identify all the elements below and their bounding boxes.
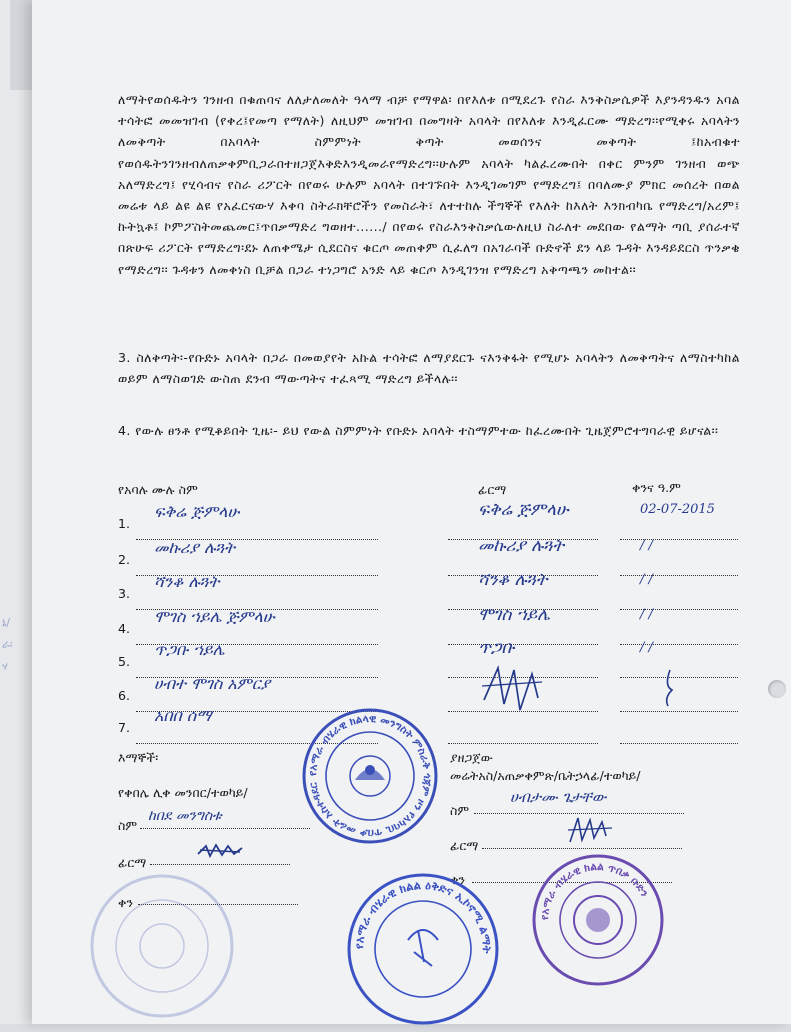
row-number: 4. — [118, 621, 131, 636]
official-stamp-center — [300, 706, 440, 846]
row-number: 5. — [118, 654, 131, 669]
table-row — [118, 570, 738, 610]
member-name-handwriting: ሞገስ ኀይሌ ጅምላሁ — [154, 607, 275, 626]
faded-stamp-left — [88, 872, 236, 1020]
witness-name-label: ስም — [118, 818, 138, 833]
member-name-handwriting: ፍቅሬ ጅምላሁ — [154, 502, 240, 521]
member-signature-scribble — [478, 660, 548, 720]
date-line — [620, 622, 738, 645]
row-number: 2. — [118, 552, 131, 567]
member-signature-handwriting: ጥጋቡ — [478, 638, 515, 658]
date-line — [620, 587, 738, 610]
preparer-name-label: ስም — [450, 803, 470, 818]
date-ditto-mark — [660, 668, 680, 708]
witness-name-handwriting: ከበደ መንግስቱ — [148, 808, 222, 824]
row-number: 6. — [118, 688, 131, 703]
column-header-date: ቀንና ዓ.ም — [632, 480, 681, 495]
member-signature-handwriting: ሞገስ ኀይሌ — [478, 605, 550, 625]
preparer-name-handwriting: ሀብታሙ ጌታቸው — [510, 788, 607, 806]
sign-date-handwriting: / / — [640, 607, 653, 622]
row-number: 1. — [118, 516, 131, 531]
paragraph-obligations: ለማትየወሰዱትን ገንዘብ በቁጠባና ለለታለመለት ዓላማ ብቻ የማዋል፡ በየእለቱ በሚደረጉ የስራ እንቅስቃሴዎች እያንዳንዱን አባል ተሳትፎ መመዝገብ (የቀረ፤የመጣ የማለት) ለዚህም መዝገብ በመግዛት አባላት በየእለቱ እንዲፈርሙ ማድረግ፡፡የሚቀሩ አባላትን ለመቅጣት በአባላት ስምምነት ቅጣት መወሰንና መቅጣት ፤ከአብቁተ የወሰዱትንገንዘብለጠቃቀምቢጋራበተዘጋጀእቅድእንዲመራየማድረግ፡፡ሁሉም አባላት ካልፈረሙበት በቀር ምንም ገንዘብ ወጭ አለማድረግ፤ የሂሳብና የስራ ሪፖርት በየወሩ ሁሉም አባላት በተገኙበት እንዲገመገም የማድረግ፤ በባለሙያ ምክር መሰረት በወል መሬቱ ላይ ልዩ ልዩ የአፈርናውሃ እቀባ ስትራክቸሮችን የመስራት፣ ለተተከሉ ችግኞች የእለት ከእለት እንክብካቤ የማድረግ/አረም፤ ኩትኳቶ፤ ኮምፖስትመጨመር፤ጥበቃማድረ ግወዘተ....../ በየወሩ የስራእንቅስቃሴውለዚህ ስራለተ መደበው የልማት ጣቢ ያሰራተኛ በጽሁፍ ሪፖርት የማድረግ፡ደኑ ለጠቀሜታ ሲደርስና ቁርጦ መጠቀም ሲፈለግ በአገራባች ቡድኖች ደን ላይ ጉዳት እንዳይደርስ ጥንቃቄ የማድረግ፡፡ ጉዳቱን ለመቀነስ ቢቻል በጋራ ተነጋግሮ አንድ ላይ ቁርጦ እንዲገንዝ የማድረግ አቅጣጫን መከተል፡፡ — [118, 92, 740, 277]
witnesses-heading: እማኞች፡ — [118, 750, 159, 765]
punch-hole — [768, 680, 786, 698]
paragraph-validity: 4. የውሉ ፀንቶ የሚቆይበት ጊዜ፡- ይህ የውል ስምምነት የቡድኑ አባላት ተስማምተው ከፈረሙበት ጊዜጀምሮተግባራዊ ይሆናል፡፡ — [118, 423, 719, 438]
signature-line — [448, 721, 598, 744]
member-name-handwriting: ጥጋቡ ኀይሌ — [154, 640, 225, 659]
witness-sign-label: ፊርማ — [118, 855, 147, 870]
date-line — [620, 721, 738, 744]
sign-date-handwriting: / / — [640, 538, 653, 553]
bleed-through-text: ኔ/ ራ፡ ሃ — [2, 616, 13, 673]
column-header-signature: ፊርማ — [478, 482, 507, 497]
date-line — [620, 517, 738, 540]
sign-date-handwriting: / / — [640, 640, 653, 655]
paragraph-penalty: 3. ስለቅጣት፡-የቡድኑ አባላት በጋራ በመወያየት አኩል ተሳትፎ ለማያደርጉ ናእንቅፋት የሚሆኑ አባላትን ለመቅጣትና ለማስተካከል ወይም ለማስወገድ ውስጠ ደንብ ማውጣትና ተፈጻሚ ማድረግ ይችላሉ፡፡ — [118, 350, 740, 387]
row-number: 3. — [118, 586, 131, 601]
preparer-sign-label: ፊርማ — [450, 838, 479, 853]
date-line — [620, 553, 738, 576]
row-number: 7. — [118, 720, 131, 735]
official-stamp-right — [530, 852, 666, 988]
sign-date-handwriting: 02-07-2015 — [640, 502, 715, 517]
column-header-name: የአባሉ ሙሉ ስም — [118, 482, 198, 497]
member-signature-handwriting: ሻንቆ ሉጓት — [478, 570, 548, 590]
receiver-role-label: የቀበሌ ሊቀ መንበር/ተወካይ/ — [118, 785, 248, 800]
preparer-heading: ያዘጋጀው — [450, 750, 493, 765]
witness-signature-scribble — [196, 840, 246, 862]
official-stamp-bottom — [344, 870, 502, 1028]
preparer-date-label: ቀን — [450, 872, 466, 887]
signature-line — [448, 622, 598, 645]
member-signature-handwriting: መኩሪያ ሉጓት — [478, 536, 564, 556]
table-row — [118, 500, 738, 540]
sign-date-handwriting: / / — [640, 572, 653, 587]
stamp-right-ring-text: የአማራ ብሄራዊ ክልል ጥበቃ ቡድን — [538, 860, 651, 921]
member-name-handwriting: ሀብተ ሞገስ አምርያ — [154, 674, 271, 693]
svg-text:የአማራ ብሄራዊ ክልል ዕቅድና ኢኮኖሚ ልማት — [352, 878, 494, 955]
member-name-handwriting: ሻንቆ ሉጓት — [154, 572, 220, 591]
preparer-role-label: መሬትአስ/አጠቃቀምጽ/ቤትኃላፊ/ተወካይ/ — [450, 768, 641, 783]
member-name-handwriting: አበበ ሰማ — [154, 706, 212, 725]
member-signature-handwriting: ፍቅሬ ጅምላሁ — [478, 500, 569, 520]
stamp-bottom-ring-text: የአማራ ብሄራዊ ክልል ዕቅድና ኢኮኖሚ ልማት — [351, 877, 495, 954]
preparer-signature-scribble — [566, 814, 616, 846]
witness-date-label: ቀን — [118, 895, 134, 910]
stamp-center-ring-text: የአማራ ብሄራዊ ክልላዊ መንግስት ምስራቅ ጎጃም ዞን የአካባቢ ጥበቃ መሬት አስተዳደር — [306, 712, 434, 840]
member-name-handwriting: መኩሪያ ሉጓት — [154, 538, 235, 557]
